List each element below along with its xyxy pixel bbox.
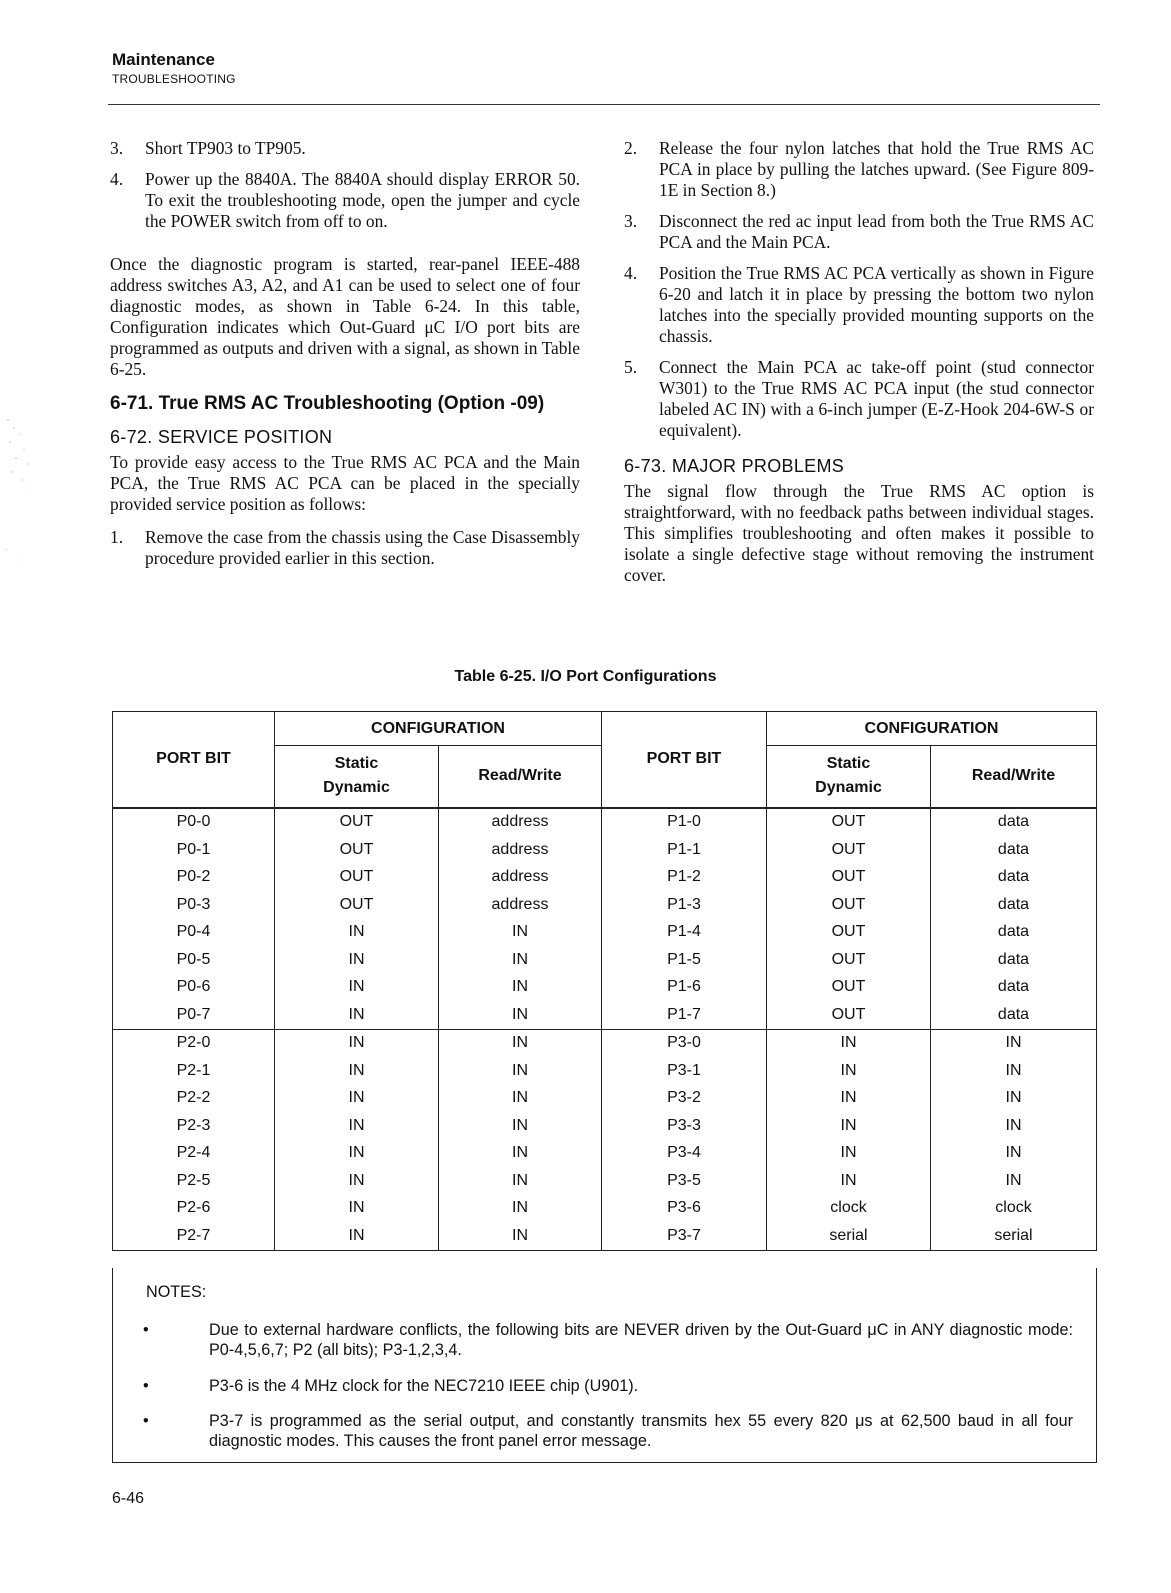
cell-read-write: IN (439, 1001, 602, 1029)
step-2-right (624, 138, 1094, 201)
table-row (113, 1085, 1097, 1113)
cell-static-dynamic: OUT (275, 836, 439, 864)
bullet: • (143, 1321, 149, 1339)
cell-static-dynamic: OUT (767, 1001, 931, 1029)
cell-static-dynamic: IN (767, 1167, 931, 1195)
step-text: Short TP903 to TP905. (145, 138, 306, 158)
section-subtitle: TROUBLESHOOTING (112, 72, 236, 86)
cell-read-write: IN (931, 1140, 1097, 1168)
cell-read-write: address (439, 836, 602, 864)
table-row (113, 1029, 1097, 1057)
major-problems-paragraph: The signal flow through the True RMS AC option is straightforward, with no feedback paths between individual stages. This simplifies troubleshooting and often makes it possible to isolate a single defective stage without removing the instrument cover. (624, 481, 1094, 585)
cell-static-dynamic: IN (767, 1085, 931, 1113)
cell-port-bit: P1-2 (602, 864, 767, 892)
cell-port-bit: P2-7 (113, 1222, 275, 1250)
step-number: 4. (624, 263, 638, 283)
cell-static-dynamic: OUT (767, 891, 931, 919)
cell-read-write: IN (439, 1222, 602, 1250)
cell-port-bit: P3-4 (602, 1140, 767, 1168)
cell-read-write: data (931, 1001, 1097, 1029)
cell-read-write: IN (439, 1029, 602, 1057)
cell-port-bit: P0-5 (113, 946, 275, 974)
cell-port-bit: P1-0 (602, 808, 767, 837)
cell-port-bit: P0-0 (113, 808, 275, 837)
table-row (113, 1001, 1097, 1029)
cell-read-write: IN (439, 1112, 602, 1140)
cell-port-bit: P0-7 (113, 1001, 275, 1029)
step-5-right (624, 357, 1094, 441)
cell-port-bit: P2-6 (113, 1195, 275, 1223)
step-number: 1. (110, 527, 124, 547)
table-title: Table 6-25. I/O Port Configurations (454, 668, 717, 685)
cell-static-dynamic: IN (275, 1001, 439, 1029)
header-static: Static (334, 755, 379, 773)
cell-port-bit: P3-2 (602, 1085, 767, 1113)
step-number: 3. (624, 211, 638, 231)
diagnostic-paragraph: Once the diagnostic program is started, rear-panel IEEE-488 address switches A3, A2, and A1 can be used to select one of four diagnostic modes, as shown in Table 6-24. In this table, Configuration indicates which Out-Guard μC I/O port bits are programmed as outputs and driven with a signal, as shown in Table 6-25. (110, 254, 580, 379)
section-title: Maintenance (112, 50, 215, 69)
cell-port-bit: P3-1 (602, 1057, 767, 1085)
section-heading-6-71: 6-71. True RMS AC Troubleshooting (Option -09) (110, 393, 545, 414)
table-row (113, 919, 1097, 947)
cell-read-write: data (931, 919, 1097, 947)
header-configuration-right: CONFIGURATION (767, 712, 1097, 746)
cell-port-bit: P3-7 (602, 1222, 767, 1250)
cell-port-bit: P3-6 (602, 1195, 767, 1223)
step-text: Connect the Main PCA ac take-off point (stud connector W301) to the True RMS AC PCA input (the stud connector labeled AC IN) with a 6-inch jumper (E-Z-Hook 204-6W-S or equivalent). (659, 357, 1094, 440)
cell-static-dynamic: IN (275, 1085, 439, 1113)
scan-artifact (0, 390, 40, 590)
step-text: Release the four nylon latches that hold the True RMS AC PCA in place by pulling the latches upward. (See Figure 809-1E in Section 8.) (659, 138, 1094, 200)
step-4-right (624, 263, 1094, 347)
cell-read-write: address (439, 864, 602, 892)
cell-static-dynamic: IN (275, 1222, 439, 1250)
cell-static-dynamic: IN (767, 1112, 931, 1140)
cell-port-bit: P0-4 (113, 919, 275, 947)
note-text: P3-6 is the 4 MHz clock for the NEC7210 IEEE chip (U901). (209, 1377, 639, 1395)
table-row (113, 946, 1097, 974)
header-static-dynamic-left (275, 746, 439, 808)
table-row (113, 1167, 1097, 1195)
io-port-table (112, 711, 1097, 1251)
cell-port-bit: P2-1 (113, 1057, 275, 1085)
cell-read-write: serial (931, 1222, 1097, 1250)
cell-port-bit: P0-2 (113, 864, 275, 892)
cell-static-dynamic: IN (275, 1140, 439, 1168)
right-column (624, 138, 1094, 598)
cell-port-bit: P0-6 (113, 974, 275, 1002)
cell-read-write: data (931, 808, 1097, 837)
subheading-major-problems: 6-73. MAJOR PROBLEMS (624, 456, 845, 476)
table-row (113, 1057, 1097, 1085)
note-item (143, 1376, 1073, 1396)
cell-port-bit: P1-5 (602, 946, 767, 974)
cell-static-dynamic: IN (275, 1029, 439, 1057)
header-read-write-left: Read/Write (439, 746, 602, 808)
cell-read-write: data (931, 946, 1097, 974)
step-text: Position the True RMS AC PCA vertically as shown in Figure 6-20 and latch it in place by pressing the bottom two nylon latches into the specially provided mounting supports on the chassis. (659, 263, 1094, 346)
header-static-dynamic-right (767, 746, 931, 808)
table-row (113, 864, 1097, 892)
subheading-service-position: 6-72. SERVICE POSITION (110, 427, 333, 447)
cell-read-write: data (931, 891, 1097, 919)
left-column (110, 138, 580, 579)
cell-static-dynamic: IN (275, 946, 439, 974)
cell-port-bit: P1-6 (602, 974, 767, 1002)
cell-read-write: IN (931, 1057, 1097, 1085)
step-4-left (110, 169, 580, 232)
cell-static-dynamic: IN (275, 1195, 439, 1223)
table-row (113, 1112, 1097, 1140)
cell-static-dynamic: OUT (767, 808, 931, 837)
step-1-left (110, 527, 580, 569)
cell-read-write: address (439, 891, 602, 919)
step-number: 2. (624, 138, 638, 158)
cell-port-bit: P2-0 (113, 1029, 275, 1057)
step-3-right (624, 211, 1094, 253)
cell-static-dynamic: IN (767, 1057, 931, 1085)
cell-static-dynamic: IN (275, 1167, 439, 1195)
header-static: Static (826, 755, 871, 773)
cell-port-bit: P2-3 (113, 1112, 275, 1140)
step-text: Power up the 8840A. The 8840A should display ERROR 50. To exit the troubleshooting mode, open the jumper and cycle the POWER switch from off to on. (145, 169, 580, 231)
header-port-bit-left: PORT BIT (113, 712, 275, 808)
header-dynamic: Dynamic (323, 779, 390, 797)
cell-static-dynamic: OUT (275, 891, 439, 919)
cell-static-dynamic: OUT (767, 864, 931, 892)
cell-read-write: IN (931, 1167, 1097, 1195)
cell-port-bit: P0-3 (113, 891, 275, 919)
table-row (113, 836, 1097, 864)
cell-read-write: IN (439, 1085, 602, 1113)
table-row (113, 808, 1097, 837)
cell-read-write: IN (439, 946, 602, 974)
cell-static-dynamic: OUT (767, 919, 931, 947)
cell-read-write: data (931, 974, 1097, 1002)
cell-static-dynamic: OUT (275, 864, 439, 892)
cell-port-bit: P0-1 (113, 836, 275, 864)
step-text: Remove the case from the chassis using the Case Disassembly procedure provided earlier in this section. (145, 527, 580, 568)
cell-static-dynamic: IN (275, 1057, 439, 1085)
bullet: • (143, 1412, 149, 1430)
note-text: Due to external hardware conflicts, the following bits are NEVER driven by the Out-Guard μC in ANY diagnostic mode: P0-4,5,6,7; P2 (all bits); P3-1,2,3,4. (209, 1321, 1073, 1359)
step-number: 5. (624, 357, 638, 377)
cell-static-dynamic: IN (275, 1112, 439, 1140)
cell-read-write: IN (931, 1085, 1097, 1113)
note-item (143, 1320, 1073, 1360)
cell-port-bit: P1-3 (602, 891, 767, 919)
header-dynamic: Dynamic (815, 779, 882, 797)
cell-read-write: IN (931, 1029, 1097, 1057)
header-read-write-right: Read/Write (931, 746, 1097, 808)
notes-box (112, 1268, 1097, 1463)
bullet: • (143, 1377, 149, 1395)
cell-port-bit: P1-7 (602, 1001, 767, 1029)
cell-read-write: data (931, 864, 1097, 892)
cell-read-write: data (931, 836, 1097, 864)
cell-port-bit: P1-1 (602, 836, 767, 864)
cell-port-bit: P2-2 (113, 1085, 275, 1113)
step-3-left (110, 138, 580, 159)
cell-static-dynamic: OUT (767, 974, 931, 1002)
cell-port-bit: P3-3 (602, 1112, 767, 1140)
notes-title: NOTES: (146, 1283, 207, 1301)
cell-port-bit: P2-4 (113, 1140, 275, 1168)
cell-static-dynamic: IN (275, 919, 439, 947)
cell-port-bit: P3-0 (602, 1029, 767, 1057)
cell-port-bit: P1-4 (602, 919, 767, 947)
cell-port-bit: P3-5 (602, 1167, 767, 1195)
note-item (143, 1411, 1073, 1451)
cell-read-write: IN (439, 974, 602, 1002)
step-text: Disconnect the red ac input lead from both the True RMS AC PCA and the Main PCA. (659, 211, 1094, 252)
page-number: 6-46 (112, 1490, 145, 1507)
cell-static-dynamic: OUT (767, 946, 931, 974)
cell-static-dynamic: serial (767, 1222, 931, 1250)
cell-read-write: IN (931, 1112, 1097, 1140)
header-rule (108, 104, 1100, 105)
table-row (113, 891, 1097, 919)
note-text: P3-7 is programmed as the serial output, and constantly transmits hex 55 every 820 μs at 62,500 baud in all four diagnostic modes. This causes the front panel error message. (209, 1412, 1073, 1450)
cell-read-write: address (439, 808, 602, 837)
cell-static-dynamic: clock (767, 1195, 931, 1223)
table-row (113, 1222, 1097, 1250)
cell-static-dynamic: IN (767, 1029, 931, 1057)
header-port-bit-right: PORT BIT (602, 712, 767, 808)
step-number: 4. (110, 169, 124, 189)
cell-static-dynamic: OUT (767, 836, 931, 864)
cell-read-write: IN (439, 1057, 602, 1085)
step-number: 3. (110, 138, 124, 158)
service-position-paragraph: To provide easy access to the True RMS AC PCA and the Main PCA, the True RMS AC PCA can be placed in the specially provided service position as follows: (110, 452, 580, 514)
header-configuration-left: CONFIGURATION (275, 712, 602, 746)
cell-static-dynamic: OUT (275, 808, 439, 837)
cell-read-write: IN (439, 919, 602, 947)
cell-static-dynamic: IN (767, 1140, 931, 1168)
cell-read-write: IN (439, 1195, 602, 1223)
cell-read-write: clock (931, 1195, 1097, 1223)
cell-static-dynamic: IN (275, 974, 439, 1002)
table-row (113, 974, 1097, 1002)
cell-read-write: IN (439, 1167, 602, 1195)
cell-read-write: IN (439, 1140, 602, 1168)
table-row (113, 1195, 1097, 1223)
table-row (113, 1140, 1097, 1168)
cell-port-bit: P2-5 (113, 1167, 275, 1195)
